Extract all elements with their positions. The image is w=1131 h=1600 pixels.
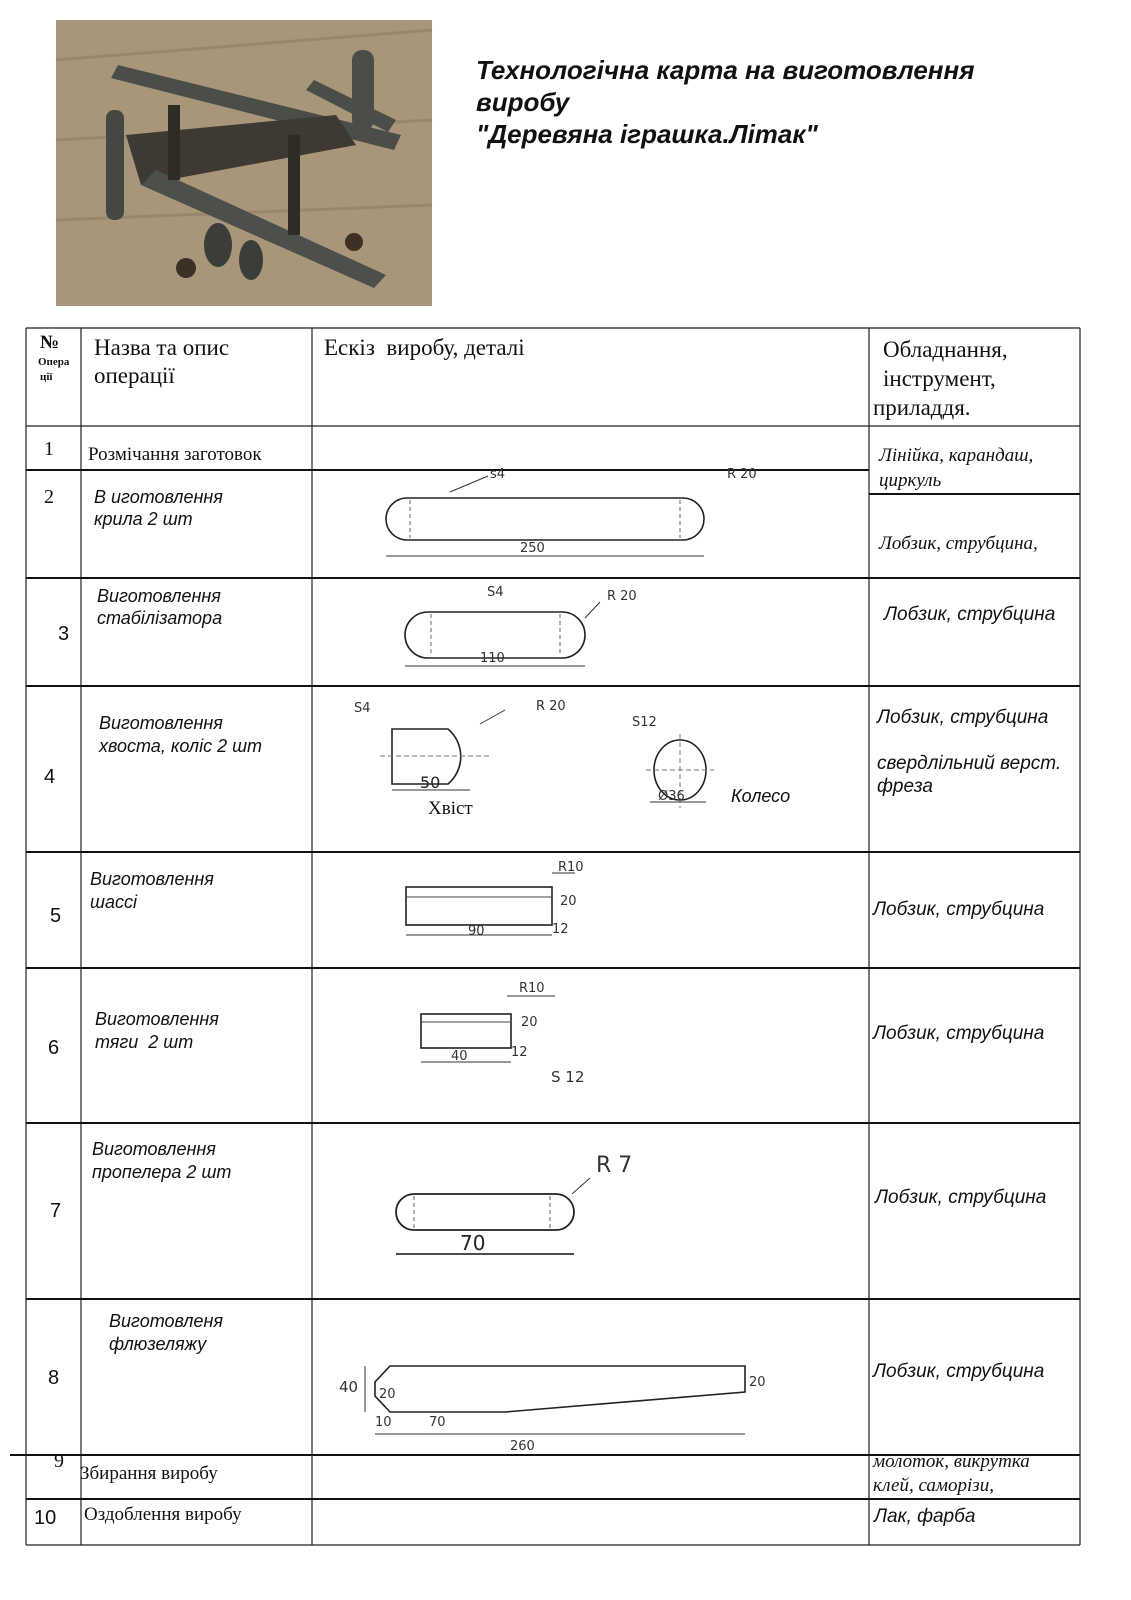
rod-radius-label: R10 xyxy=(519,981,545,996)
row-6-tools: Лобзик, струбцина xyxy=(873,1023,1045,1044)
row-8-tools: Лобзик, струбцина xyxy=(873,1361,1045,1382)
row-2-number: 2 xyxy=(44,486,54,508)
row-4-name: Виготовлення xyxy=(99,713,223,733)
chassis-width-label: 12 xyxy=(552,922,569,937)
header-number: № xyxy=(40,332,60,353)
tail-caption: Хвіст xyxy=(428,798,473,819)
fuselage-height-label: 40 xyxy=(339,1378,359,1396)
stabilizer-radius-label: R 20 xyxy=(607,589,637,604)
row-9-tools: молоток, викрутка xyxy=(873,1451,1030,1472)
row-2-name: В иготовлення xyxy=(94,487,223,507)
row-1-tools-2: циркуль xyxy=(879,470,942,491)
row-7-name-2: пропелера 2 шт xyxy=(92,1162,232,1182)
row-4-name-2: хвоста, коліс 2 шт xyxy=(99,736,263,756)
tail-length-label: 50 xyxy=(420,773,441,792)
row-3-name: Виготовлення xyxy=(97,586,221,606)
wheel-caption: Колесо xyxy=(731,786,791,806)
row-5-name: Виготовлення xyxy=(90,869,214,889)
rod-thickness-label: S 12 xyxy=(551,1068,585,1086)
row-4-tools-2: свердлільний верст. xyxy=(877,753,1062,774)
header-tools-3: приладдя. xyxy=(873,395,971,420)
wing-sketch xyxy=(370,467,757,570)
stabilizer-sketch xyxy=(395,580,675,680)
rod-length-label: 40 xyxy=(451,1049,468,1064)
wheel-diameter-label: Ø36 xyxy=(658,789,685,804)
stabilizer-thickness-label: S4 xyxy=(487,585,504,600)
stabilizer-length-label: 110 xyxy=(480,651,505,666)
header-number-sub2: ції xyxy=(40,371,53,383)
header-tools-2: інструмент, xyxy=(883,366,996,391)
rod-sketch xyxy=(415,976,645,1086)
header-tools: Обладнання, xyxy=(883,337,1008,362)
fuselage-chamfer-label: 10 xyxy=(375,1415,392,1430)
row-3-tools: Лобзик, струбцина xyxy=(884,604,1056,625)
rod-height-label: 20 xyxy=(521,1015,538,1030)
row-3-number: 3 xyxy=(58,623,70,645)
row-1-tools: Лінійка, карандаш, xyxy=(879,445,1034,466)
row-10-number: 10 xyxy=(34,1507,57,1529)
title-line-2: виробу xyxy=(476,87,570,117)
row-1-number: 1 xyxy=(44,438,54,460)
row-6-name: Виготовлення xyxy=(95,1009,219,1029)
wing-thickness-label: s4 xyxy=(490,467,506,482)
header-number-sub: Опера xyxy=(38,356,70,368)
row-1-name: Розмічання заготовок xyxy=(88,444,262,465)
propeller-sketch xyxy=(390,1150,660,1270)
row-8-number: 8 xyxy=(48,1367,60,1389)
row-7-tools: Лобзик, струбцина xyxy=(875,1187,1047,1208)
chassis-height-label: 20 xyxy=(560,894,577,909)
rod-width-label: 12 xyxy=(511,1045,528,1060)
propeller-radius-label: R 7 xyxy=(596,1153,633,1178)
row-5-name-2: шассі xyxy=(90,892,137,912)
tail-wheel-sketch xyxy=(350,696,820,836)
fuselage-segment-label: 70 xyxy=(429,1415,446,1430)
propeller-length-label: 70 xyxy=(460,1231,486,1255)
row-8-name: Виготовленя xyxy=(109,1311,223,1331)
chassis-sketch xyxy=(400,855,600,955)
title-line-3: "Деревяна іграшка.Літак" xyxy=(476,119,818,149)
row-5-number: 5 xyxy=(50,905,62,927)
fuselage-length-label: 260 xyxy=(510,1439,535,1454)
chassis-radius-label: R10 xyxy=(558,860,584,875)
wing-radius-label: R 20 xyxy=(727,467,757,482)
row-9-tools-2: клей, саморізи, xyxy=(873,1475,994,1496)
row-4-number: 4 xyxy=(44,766,56,788)
row-10-name: Оздоблення виробу xyxy=(84,1504,242,1525)
row-4-tools: Лобзик, струбцина xyxy=(877,707,1049,728)
row-5-tools: Лобзик, струбцина xyxy=(873,899,1045,920)
header-operation-name: Назва та опис xyxy=(94,335,230,360)
row-10-tools: Лак, фарба xyxy=(874,1506,976,1527)
tail-radius-label: R 20 xyxy=(536,699,566,714)
row-8-name-2: флюзеляжу xyxy=(109,1334,207,1354)
fuselage-tail-height-label: 20 xyxy=(749,1375,766,1390)
title-line-1: Технологічна карта на виготовлення xyxy=(476,55,975,85)
row-2-tools: Лобзик, струбцина, xyxy=(879,533,1038,554)
fuselage-inner-label: 20 xyxy=(379,1387,396,1402)
row-6-number: 6 xyxy=(48,1037,60,1059)
row-2-name-2: крила 2 шт xyxy=(94,509,193,529)
row-9-name: Збирання виробу xyxy=(80,1463,218,1484)
fuselage-sketch xyxy=(335,1330,780,1455)
tail-thickness-label: S4 xyxy=(354,701,371,716)
wheel-thickness-label: S12 xyxy=(632,715,657,730)
row-7-name: Виготовлення xyxy=(92,1139,216,1159)
row-3-name-2: стабілізатора xyxy=(97,608,223,628)
row-9-number: 9 xyxy=(54,1450,64,1472)
chassis-length-label: 90 xyxy=(468,924,485,939)
row-4-tools-3: фреза xyxy=(877,776,933,797)
header-operation-name-2: операції xyxy=(94,363,175,388)
header-sketch: Ескіз виробу, деталі xyxy=(324,335,525,360)
wing-length-label: 250 xyxy=(520,541,545,556)
row-7-number: 7 xyxy=(50,1200,62,1222)
row-6-name-2: тяги 2 шт xyxy=(95,1032,194,1052)
